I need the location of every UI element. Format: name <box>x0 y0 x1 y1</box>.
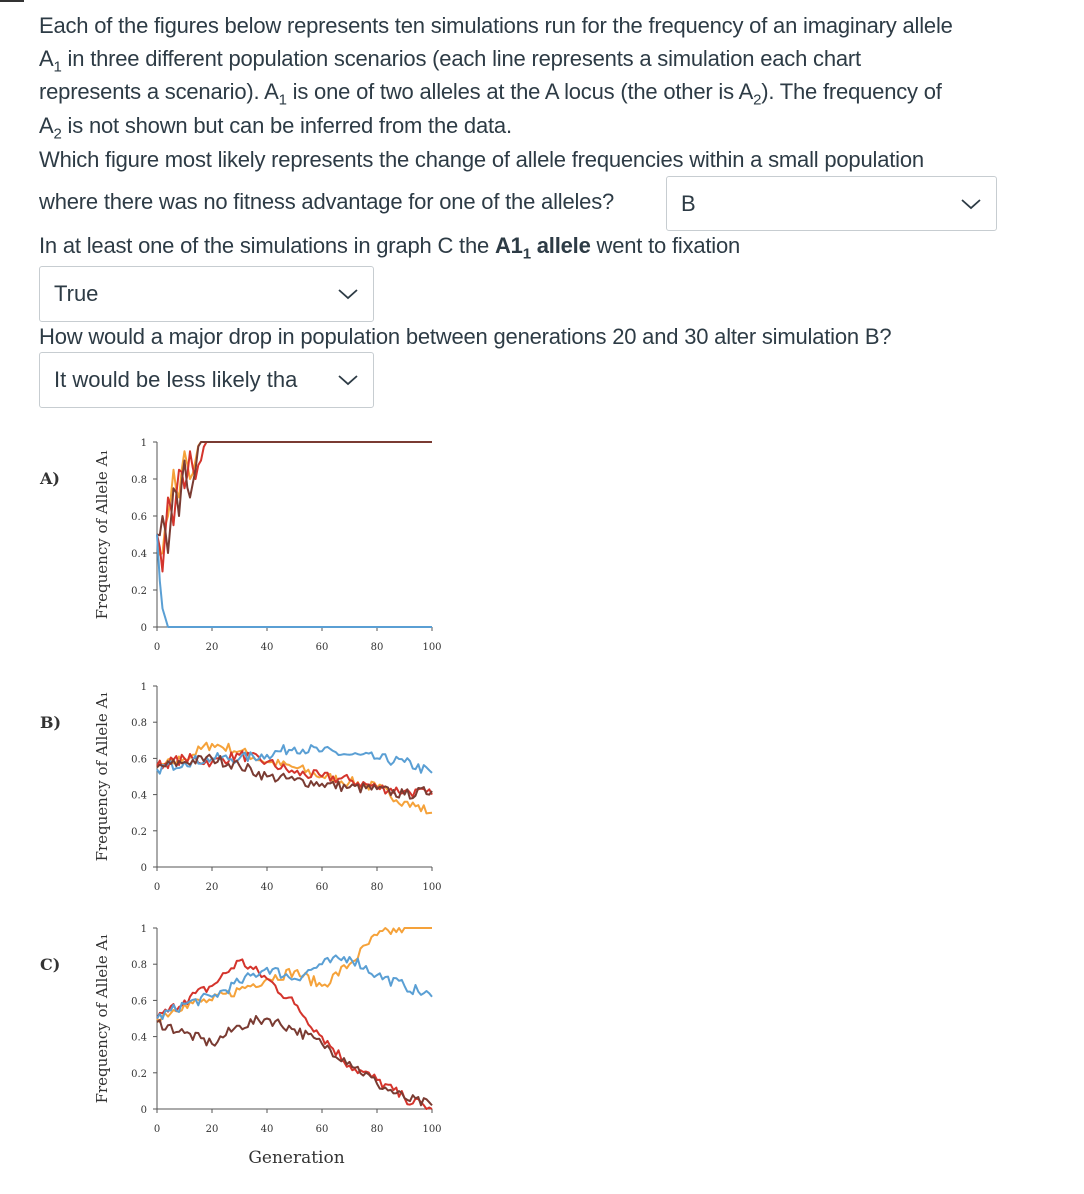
question-1-dropdown[interactable] <box>666 176 997 231</box>
chart-c-ytick-label: 0.2 <box>131 1068 147 1080</box>
chart-b-xtick-label: 60 <box>315 882 329 893</box>
intro-line-3: represents a scenario). $A_1$ is one of two alleles at the A locus (the other is $A_2$). The frequency of <box>39 79 942 109</box>
chart-c-series-brown <box>157 1016 432 1105</box>
chart-b-ytick-label: 0.8 <box>131 718 147 730</box>
chart-c-series-blue <box>157 955 432 1019</box>
intro-line-4: $A_2$ is not shown but can be inferred from the data. <box>39 113 512 143</box>
chart-a-xtick-label: 0 <box>153 642 161 653</box>
chart-b-ytick-label: 1 <box>140 682 147 693</box>
chart-c-ytick-label: 0.8 <box>131 960 147 972</box>
chart-a-ytick-label: 0.8 <box>131 475 147 486</box>
chart-b-ytick-label: 0.6 <box>131 754 147 766</box>
chart-c-ytick-label: 0.4 <box>131 1032 147 1044</box>
chart-a-ylabel: Frequency of Allele A₁ <box>93 449 111 620</box>
chart-b-xtick-label: 100 <box>422 882 442 893</box>
chart-a-xtick-label: 80 <box>370 642 384 653</box>
chart-b-title: B) <box>40 713 62 732</box>
chart-b-xtick-label: 80 <box>370 882 384 893</box>
question-3-text: How would a major drop in population between generations 20 and 30 alter simulation B? <box>39 324 892 349</box>
intro-line-1: Each of the figures below represents ten simulations run for the frequency of an imaginary allele <box>39 13 953 38</box>
chart-a-ytick-label: 1 <box>140 438 147 449</box>
chart-c-ytick-label: 0.6 <box>131 996 147 1008</box>
chevron-down-icon <box>960 197 982 211</box>
chart-a-title: A) <box>40 469 60 488</box>
question-3-dropdown[interactable] <box>39 352 374 408</box>
chart-a-ytick-label: 0.4 <box>131 549 147 560</box>
question-2-dropdown[interactable] <box>39 266 374 322</box>
chart-c-xtick-label: 20 <box>205 1124 219 1135</box>
chart-b-xtick-label: 20 <box>205 882 219 893</box>
allele-frequency-figure <box>0 420 1084 1194</box>
chart-c-xlabel: Generation <box>248 1148 345 1168</box>
chart-b-xtick-label: 0 <box>153 882 161 893</box>
question-1-line-1: Which figure most likely represents the change of allele frequencies within a small population <box>39 147 924 172</box>
chart-c-xtick-label: 60 <box>315 1124 329 1135</box>
chart-c-series-orange <box>157 928 432 1022</box>
chart-c-ytick-label: 1 <box>140 924 147 935</box>
chart-a-series-blue <box>157 535 432 628</box>
chart-c-xtick-label: 100 <box>422 1124 442 1135</box>
chevron-down-icon <box>337 287 359 301</box>
chevron-down-icon <box>337 373 359 387</box>
intro-line-2: $A_1$ in three different population scenarios (each line represents a simulation each chart <box>39 46 861 76</box>
chart-a-xtick-label: 40 <box>260 642 274 653</box>
chart-b-xtick-label: 40 <box>260 882 274 893</box>
question-2-selected-value: True <box>54 281 99 306</box>
chart-b-series-orange <box>157 743 432 814</box>
chart-a-ytick-label: 0 <box>140 623 147 634</box>
chart-a-xtick-label: 100 <box>422 642 442 653</box>
chart-b-ytick-label: 0.2 <box>131 826 147 838</box>
chart-c-ylabel: Frequency of Allele A₁ <box>93 933 111 1104</box>
chart-b-ytick-label: 0 <box>140 863 147 874</box>
chart-b-ytick-label: 0.4 <box>131 790 147 802</box>
chart-a-series-brown <box>157 442 432 553</box>
chart-b-ylabel: Frequency of Allele A₁ <box>93 691 111 862</box>
chart-a-xtick-label: 20 <box>205 642 219 653</box>
chart-c-title: C) <box>40 955 61 974</box>
chart-a-series-red <box>157 442 432 572</box>
question-3-selected-value: It would be less likely tha <box>54 367 298 392</box>
chart-a-ytick-label: 0.2 <box>131 586 147 597</box>
top-edge-line <box>0 0 24 2</box>
chart-a-ytick-label: 0.6 <box>131 512 147 523</box>
question-1-selected-value: B <box>681 190 696 216</box>
question-2-text: In at least one of the simulations in graph C the $A1_1$ allele went to fixation <box>39 233 741 263</box>
chart-c-ytick-label: 0 <box>140 1105 147 1116</box>
chart-c-xtick-label: 40 <box>260 1124 274 1135</box>
chart-c-xtick-label: 80 <box>370 1124 384 1135</box>
chart-a-xtick-label: 60 <box>315 642 329 653</box>
chart-a-series-orange <box>157 442 432 555</box>
question-1-line-2: where there was no fitness advantage for one of the alleles? <box>39 189 615 214</box>
chart-c-xtick-label: 0 <box>153 1124 161 1135</box>
